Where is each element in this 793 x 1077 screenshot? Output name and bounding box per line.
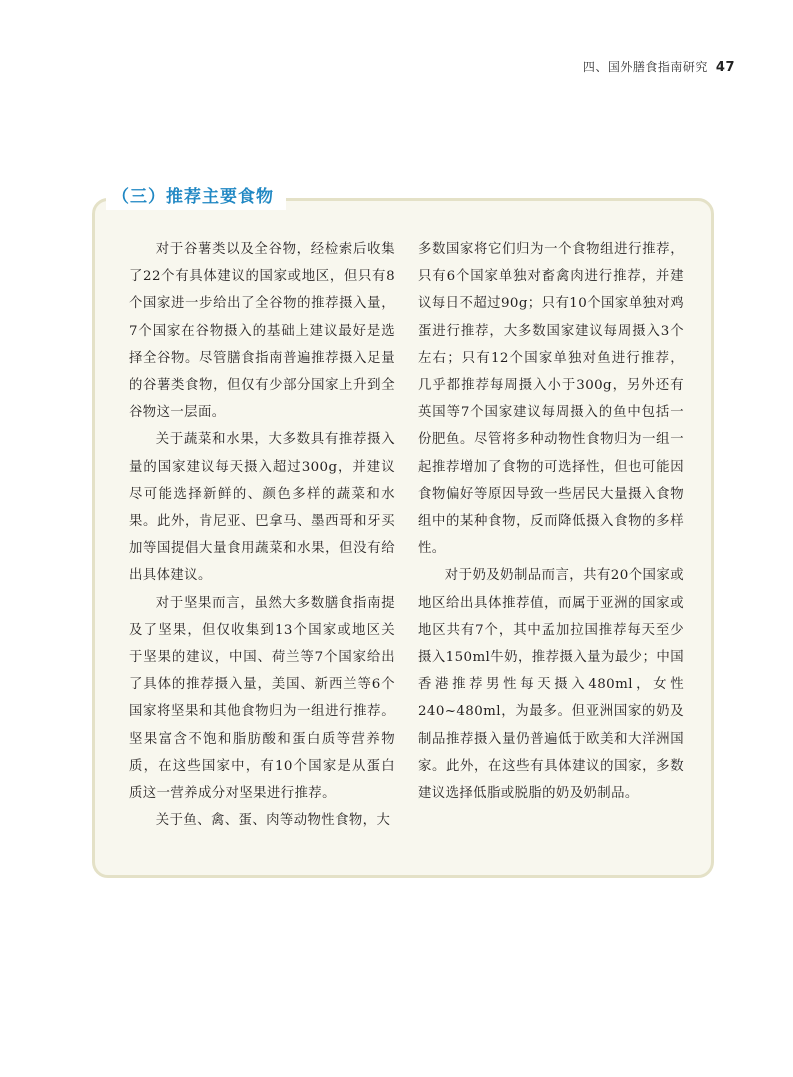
paragraph-dairy: 对于奶及奶制品而言，共有20个国家或地区给出具体推荐值，而属于亚洲的国家或地区共有7个，其中孟加拉国推荐每天至少摄入150ml牛奶，推荐摄入量为最少；中国香港推荐男性每天摄入480ml，女性240~480ml，为最多。但亚洲国家的奶及制品推荐摄入量仍普遍低于欧美和大洋洲国家。此外，在这些有具体建议的国家，多数建议选择低脂或脱脂的奶及奶制品。: [418, 568, 684, 802]
paragraph-grains: 对于谷薯类以及全谷物，经检索后收集了22个有具体建议的国家或地区，但只有8个国家进一步给出了全谷物的推荐摄入量，7个国家在谷物摄入的基础上建议最好是选择全谷物。尽管膳食指南普遍推荐摄入足量的谷薯类食物，但仅有少部分国家上升到全谷物这一层面。: [129, 242, 395, 421]
text-columns: [129, 236, 684, 834]
paragraph-nuts: 对于坚果而言，虽然大多数膳食指南提及了坚果，但仅收集到13个国家或地区关于坚果的建议，中国、荷兰等7个国家给出了具体的推荐摄入量，美国、新西兰等6个国家将坚果和其他食物归为一组进行推荐。坚果富含不饱和脂肪酸和蛋白质等营养物质，在这些国家中，有10个国家是从蛋白质这一营养成分对坚果进行推荐。: [129, 595, 395, 802]
right-column: [418, 236, 684, 834]
paragraph-animal-foods-cont: 多数国家将它们归为一个食物组进行推荐，只有6个国家单独对畜禽肉进行推荐，并建议每日不超过90g；只有10个国家单独对鸡蛋进行推荐，大多数国家建议每周摄入3个左右；只有12个国家单独对鱼进行推荐，几乎都推荐每周摄入小于300g，另外还有英国等7个国家建议每周摄入的鱼中包括一份肥鱼。尽管将多种动物性食物归为一组一起推荐增加了食物的可选择性，但也可能因食物偏好等原因导致一些居民大量摄入食物组中的某种食物，反而降低摄入食物的多样性。: [418, 242, 684, 557]
paragraph-animal-foods-start: 关于鱼、禽、蛋、肉等动物性食物，大: [155, 813, 391, 829]
chapter-title: 四、国外膳食指南研究: [582, 60, 708, 74]
running-header: [583, 58, 735, 75]
section-title: （三）推荐主要食物: [106, 184, 286, 210]
page-number: 47: [715, 60, 735, 75]
left-column: [129, 236, 395, 834]
paragraph-vegetables-fruits: 关于蔬菜和水果，大多数具有推荐摄入量的国家建议每天摄入超过300g，并建议尽可能选择新鲜的、颜色多样的蔬菜和水果。此外，肯尼亚、巴拿马、墨西哥和牙买加等国提倡大量食用蔬菜和水果，但没有给出具体建议。: [129, 432, 395, 584]
